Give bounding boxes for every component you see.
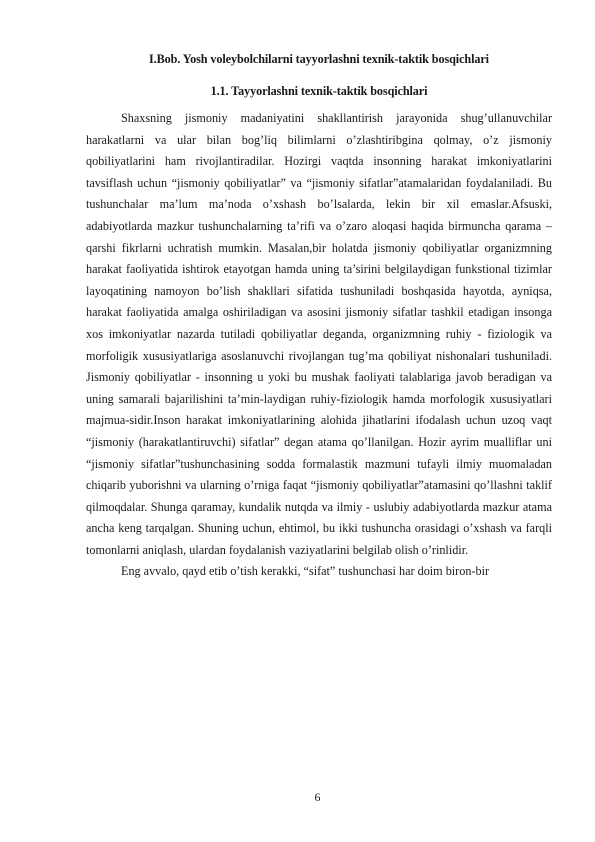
page-number: 6 bbox=[314, 790, 321, 804]
section-title: 1.1. Tayyorlashni texnik-taktik bosqichlari bbox=[210, 84, 428, 98]
document-page bbox=[86, 50, 552, 583]
chapter-title: I.Bob. Yosh voleybolchilarni tayyorlashni texnik-taktik bosqichlari bbox=[149, 52, 489, 66]
body-paragraph-1: Shaxsning jismoniy madaniyatini shakllantirish jarayonida shug’ullanuvchilar harakatlarni va ular bilan bog’liq bilimlarni o’zlashtiribgina qolmay, o’z jismoniy qobiliyatlarini ham rivojlantiradilar. Hozirgi vaqtda insonning harakat imkoniyatlarini tavsiflash uchun “jismoniy qobiliyatlar” va “jismoniy sifatlar”atamalaridan foydalaniladi. Bu tushunchalar ma’lum ma’noda o’xshash bo’lsalarda, lekin bir xil emaslar.Afsuski, adabiyotlarda mazkur tushunchalarning ta’rifi va o’zaro aloqasi haqida birmuncha qarama – qarshi fikrlarni uchratish mumkin. Masalan,bir holatda jismoniy qobiliyatlar organizmning harakat faoliyatida ishtirok etayotgan hamda uning ta’sirini belgilaydigan funkstional tizimlar layoqatining namoyon bo’lish shakllari sifatida tushuniladi boshqasida hayotda, ayniqsa, harakat faoliyatida amalga oshiriladigan va asosini jismoniy sifatlar tashkil etadigan insonga xos imkoniyatlar nazarda tutiladi qobiliyatlar deganda, organizmning ruhiy - fiziologik va morfoligik xususiyatlariga asoslanuvchi rivojlangan tug’ma qobiliyat nishonalari tushuniladi. Jismoniy qobiliyatlar - insonning u yoki bu mushak faoliyati talablariga javob beradigan va uning samarali bajarilishini ta’min-laydigan ruhiy-fiziologik hamda morfologik xususiyatlari majmua-sidir.Inson harakat imkoniyatlarining alohida jihatlarini ifodalash uchun uzoq vaqt “jismoniy (harakatlantiruvchi) sifatlar” degan atama qo’llanilgan. Hozir ayrim mualliflar uni “jismoniy sifatlar”tushunchasining sodda formalastik mazmuni tufayli ilmiy muomaladan chiqarib yuborishni va ularning o’rniga faqat “jismoniy qobiliyatlar”atamasini qo’llashni taklif qilmoqdalar. Shunga qaramay, kundalik nutqda va ilmiy - uslubiy adabiyotlarda mazkur atama ancha keng tarqalgan. Shuning uchun, ehtimol, bu ikki tushuncha orasidagi o’xshash va farqli tomonlarni aniqlash, ulardan foydalanish vaziyatlarini belgilab olish o’rinlidir. bbox=[86, 111, 552, 557]
body-paragraph-2: Eng avvalo, qayd etib o’tish kerakki, “sifat” tushunchasi har doim biron-bir bbox=[121, 564, 490, 579]
